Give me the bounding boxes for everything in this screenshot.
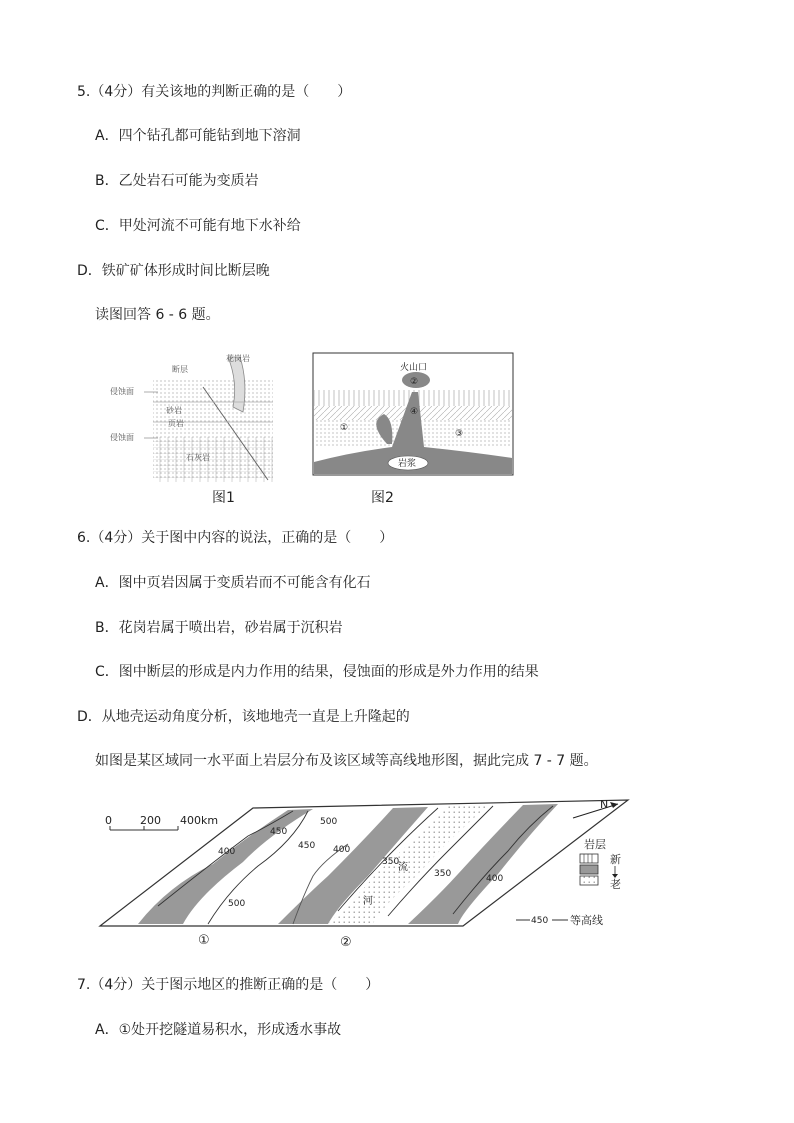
q5-option-a: A．四个钻孔都可能钻到地下溶洞 bbox=[95, 128, 301, 144]
figure-1-caption: 图1 bbox=[212, 490, 235, 506]
label-3: ③ bbox=[455, 429, 464, 439]
contour-500-a: 500 bbox=[320, 817, 338, 827]
figure-2-caption: 图2 bbox=[371, 490, 394, 506]
label-sandstone: 砂岩 bbox=[166, 406, 182, 415]
label-erosion-surface-2: 侵蚀面 bbox=[110, 433, 134, 442]
scale-0: 0 bbox=[105, 814, 112, 827]
intro-6: 读图回答 6 - 6 题。 bbox=[95, 307, 220, 323]
label-1: ① bbox=[340, 423, 349, 433]
north-label: N bbox=[600, 798, 609, 811]
label-crater: 火山口 bbox=[400, 363, 428, 373]
q6-option-d: D．从地壳运动角度分析，该地地壳一直是上升隆起的 bbox=[77, 709, 410, 725]
label-limestone: 石灰岩 bbox=[186, 453, 210, 462]
contour-400-c: 400 bbox=[486, 874, 504, 884]
scale-bar bbox=[105, 814, 218, 830]
contour-400-b: 400 bbox=[333, 845, 351, 855]
q6-option-a: A．图中页岩因属于变质岩而不可能含有化石 bbox=[95, 575, 371, 591]
scale-200: 200 bbox=[140, 814, 161, 827]
river-char-1: 流 bbox=[398, 862, 408, 873]
q6-option-b: B．花岗岩属于喷出岩，砂岩属于沉积岩 bbox=[95, 620, 343, 636]
label-4: ④ bbox=[410, 407, 419, 417]
label-2: ② bbox=[410, 377, 419, 387]
q5-option-c: C．甲处河流不可能有地下水补给 bbox=[95, 218, 301, 234]
label-granite: 花岗岩 bbox=[226, 354, 250, 363]
q6-stem: 6.（4分）关于图中内容的说法，正确的是（ ） bbox=[77, 530, 394, 546]
scale-400: 400km bbox=[180, 814, 219, 827]
legend-contour-label: 等高线 bbox=[570, 914, 603, 927]
marker-2: ② bbox=[340, 935, 352, 950]
contour-500-b: 500 bbox=[228, 899, 246, 909]
legend-new: 新 bbox=[610, 853, 621, 866]
q5-stem: 5.（4分）有关该地的判断正确的是（ ） bbox=[77, 84, 352, 100]
label-shale: 页岩 bbox=[168, 419, 184, 428]
figure-1 bbox=[108, 352, 284, 482]
legend-title: 岩层 bbox=[584, 838, 606, 851]
label-magma: 岩浆 bbox=[398, 459, 417, 469]
q7-stem: 7.（4分）关于图示地区的推断正确的是（ ） bbox=[77, 977, 380, 993]
legend-old: 老 bbox=[610, 878, 621, 891]
contour-400-a: 400 bbox=[218, 847, 236, 857]
q5-option-d: D．铁矿矿体形成时间比断层晚 bbox=[77, 263, 270, 279]
river-char-2: 河 bbox=[363, 896, 373, 907]
figure-2 bbox=[312, 352, 514, 476]
label-erosion-surface-1: 侵蚀面 bbox=[110, 387, 134, 396]
q7-option-a: A．①处开挖隧道易积水，形成透水事故 bbox=[95, 1022, 342, 1038]
limestone-fill bbox=[153, 437, 273, 482]
label-fault: 断层 bbox=[172, 365, 188, 374]
marker-1: ① bbox=[198, 933, 210, 948]
contour-350-a: 350 bbox=[382, 857, 400, 867]
contour-450-b: 450 bbox=[298, 841, 316, 851]
contour-450-a: 450 bbox=[270, 827, 288, 837]
intro-7: 如图是某区域同一水平面上岩层分布及该区域等高线地形图，据此完成 7 - 7 题。 bbox=[95, 753, 598, 769]
q6-option-c: C．图中断层的形成是内力作用的结果，侵蚀面的形成是外力作用的结果 bbox=[95, 664, 539, 680]
contour-350-b: 350 bbox=[434, 869, 452, 879]
figure-3 bbox=[98, 796, 634, 952]
legend-contour-value: 450 bbox=[531, 916, 549, 926]
q5-option-b: B．乙处岩石可能为变质岩 bbox=[95, 173, 259, 189]
